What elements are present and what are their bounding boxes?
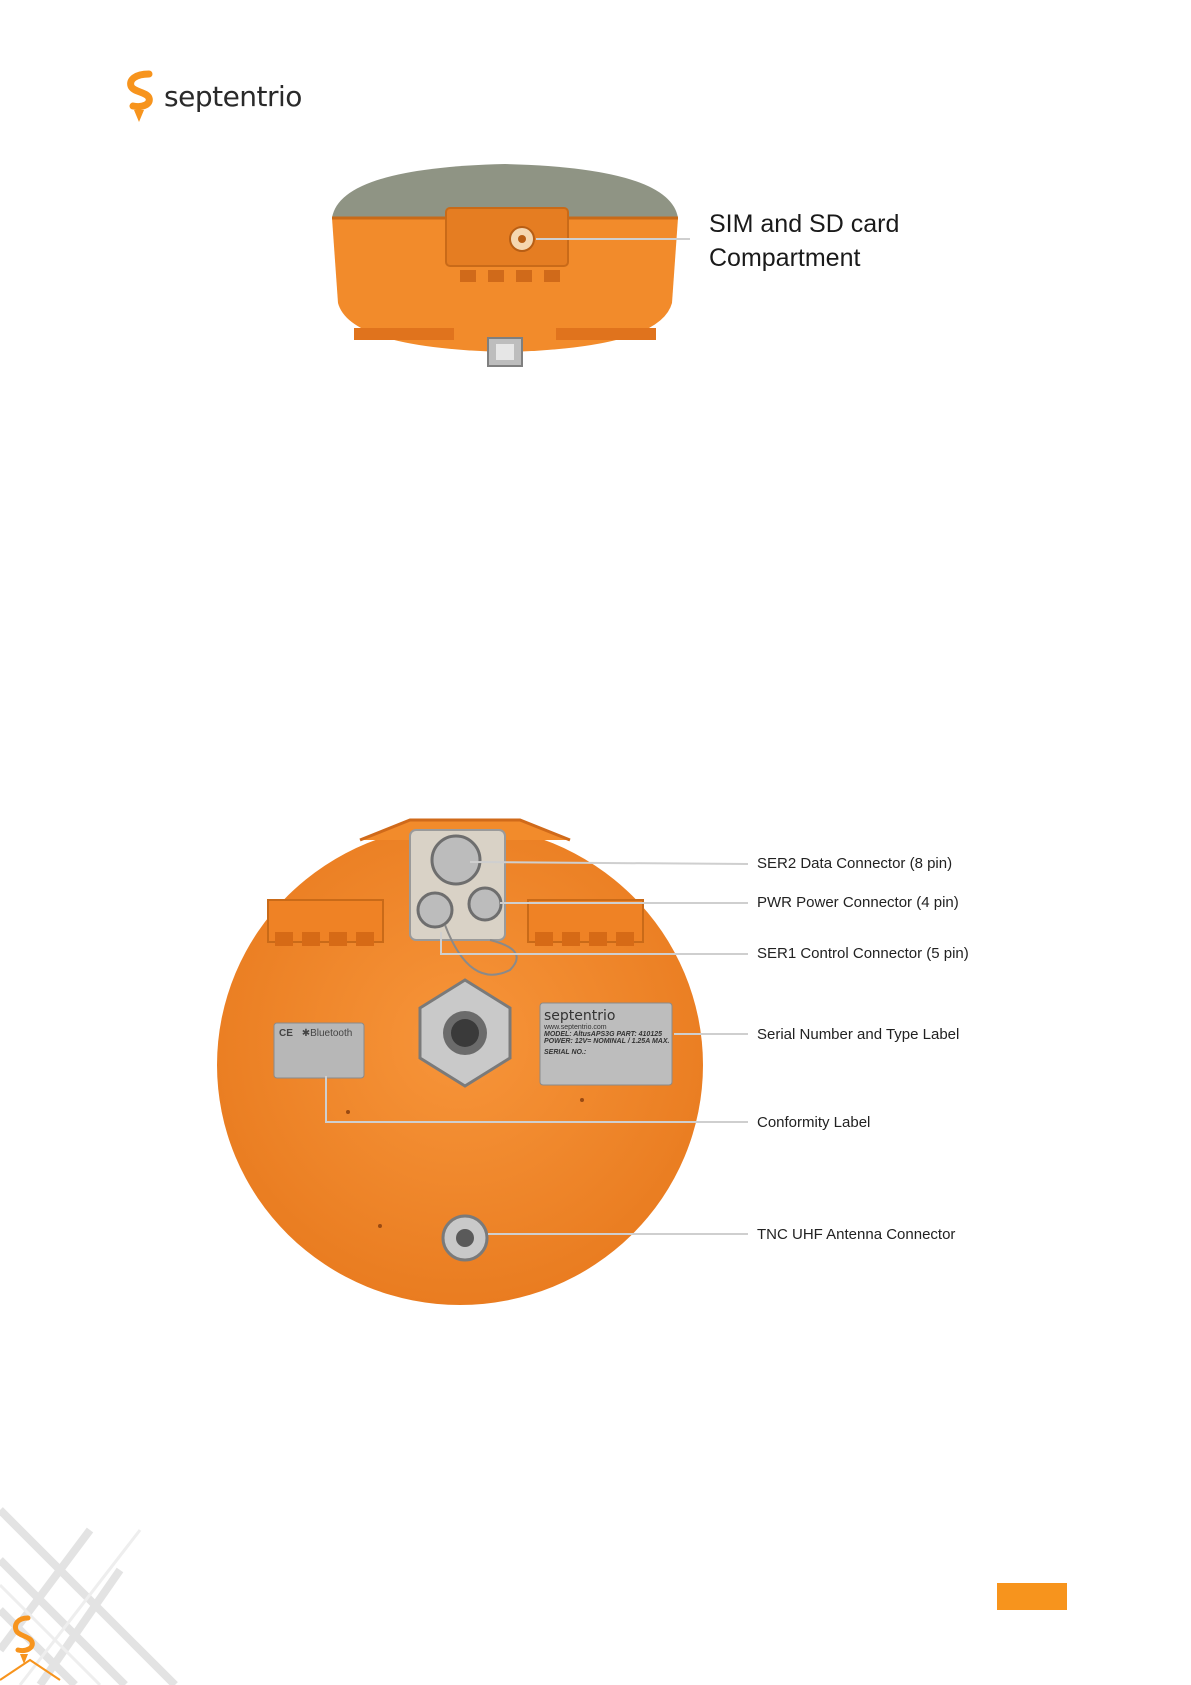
callout-serial-label: Serial Number and Type Label bbox=[757, 1026, 960, 1043]
septentrio-logo bbox=[125, 70, 305, 126]
septentrio-logo-icon bbox=[125, 70, 161, 126]
callout-tnc: TNC UHF Antenna Connector bbox=[757, 1226, 956, 1243]
ce-mark: CE bbox=[279, 1028, 293, 1039]
callout-ser1: SER1 Control Connector (5 pin) bbox=[757, 945, 969, 962]
callout-conformity: Conformity Label bbox=[757, 1114, 871, 1131]
sim-sd-callout: SIM and SD card Compartment bbox=[709, 210, 900, 272]
receiver-side-photo bbox=[320, 158, 690, 373]
corner-map-decoration bbox=[0, 1490, 190, 1685]
type-label: septentrio www.septentrio.com MODEL: AltusAPS3G PART: 410125 POWER: 12V= NOMINAL / 1.25A MAX. SERIAL NO.: bbox=[544, 1008, 670, 1056]
conformity-label: CE ✱Bluetooth bbox=[279, 1028, 353, 1039]
callout-ser2: SER2 Data Connector (8 pin) bbox=[757, 855, 953, 872]
brand-wordmark: septentrio bbox=[164, 80, 302, 113]
page-tab-marker bbox=[997, 1583, 1067, 1610]
bluetooth-icon: ✱ bbox=[301, 1028, 311, 1039]
callout-pwr: PWR Power Connector (4 pin) bbox=[757, 894, 959, 911]
receiver-bottom-photo bbox=[210, 810, 750, 1320]
